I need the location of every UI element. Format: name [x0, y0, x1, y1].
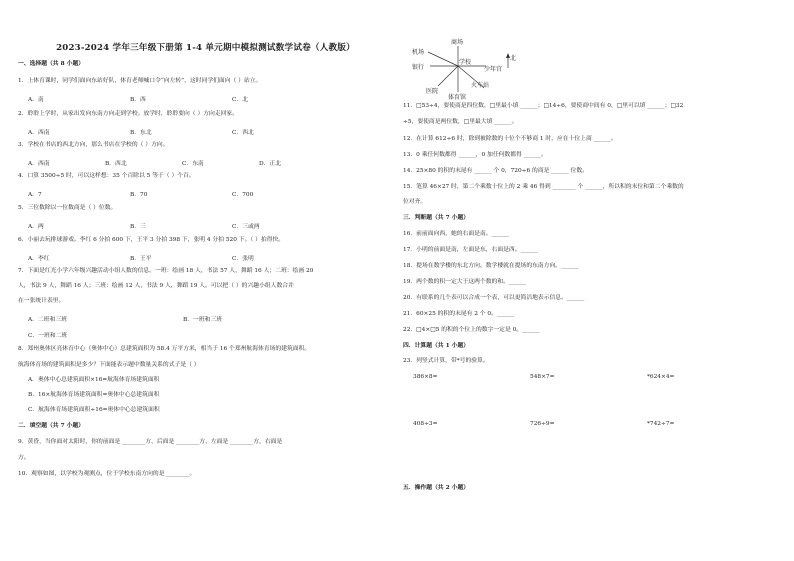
option: A．两: [28, 224, 44, 230]
label-train-station: 火车站: [471, 82, 490, 89]
calc-item: 408÷3=: [413, 421, 438, 427]
option: A．西南: [28, 161, 50, 167]
calc-item: *624×4=: [647, 374, 675, 380]
question-5: 5．三位数除以一位数商是（ ）位数。: [18, 205, 117, 211]
option: A．7: [28, 192, 42, 198]
section-calc: 四．计算题（共 1 小题）: [403, 343, 470, 349]
question-8-line1: 8．郑州奥体区亮体育中心（奥体中心）总建筑面积为 58.4 万平方米，相当于 16 个郑州航海体育场的建筑面积。: [18, 346, 311, 352]
calc-row-2: [413, 421, 674, 427]
option: B．王平: [130, 256, 152, 262]
q3-options: [28, 158, 281, 167]
question-1: 1．上体育课时，同学们面向东站好队，体育老师喊口令“向左转”，这时同学们面向（ ）站立。: [18, 78, 262, 84]
q8-option-c: C．航海体育场建筑面积÷16=奥体中心总建筑面积: [28, 407, 160, 413]
q7-options: [28, 314, 222, 323]
q1-options: [28, 94, 248, 103]
label-stadium: 体育馆: [448, 94, 467, 101]
label-school: 学校: [459, 59, 472, 66]
label-youth-palace: 少年宫: [484, 66, 503, 73]
label-bank: 银行: [412, 64, 425, 71]
question-9-line2: 方。: [18, 455, 30, 461]
question-23: 23．列竖式计算，带*号的验算。: [403, 358, 489, 364]
question-12: 12．在计算 612÷6 时，除到被除数的十位个不够商 1 时，应在十位上商 ______。: [403, 136, 617, 142]
option: B．一班和三班: [183, 317, 223, 323]
direction-diagram: [406, 36, 526, 101]
option: C．西北: [232, 130, 254, 136]
question-11-line2: ÷5，要使商是两位数，□里最大填 ______。: [403, 119, 518, 125]
q8-option-a: A．奥体中心总建筑面积×16=航海体育场建筑面积: [28, 377, 160, 383]
calc-row-1: [413, 374, 674, 380]
question-6: 6．小丽去玩排球游戏。李红 6 分拍 600 下，王平 3 分拍 398 下，张明 4 分拍 520 下。（ ）拍得快。: [18, 237, 285, 243]
question-20: 20．有联系的几个表可以合成一个表，可以更简洁地表示信息。______: [403, 295, 585, 301]
question-17: 17．小明的前面是南，左面是东，右面是西。______: [403, 247, 538, 253]
option: B．西: [130, 97, 146, 103]
option: C．张明: [232, 256, 254, 262]
question-2: 2．聆聆上学时，从家出发向东南方向走到学校。放学时，聆聆要向（ ）方向走回家。: [18, 111, 239, 117]
option: C．北: [232, 97, 249, 103]
option: A．二班和三班: [28, 317, 67, 323]
line-sw: [438, 66, 458, 86]
section-choice: 一、选择题（共 8 小题）: [18, 61, 85, 67]
option: A．南: [28, 97, 44, 103]
question-3: 3．学校在书店的西北方向，那么书店在学校的（ ）方向。: [18, 142, 169, 148]
q6-options: [28, 253, 254, 262]
q7-options-2: [28, 330, 67, 339]
question-16: 16．前前面向西，她的右面是南。______: [403, 231, 509, 237]
question-7-line1: 7．下面是红光小学六年级兴趣活动小组人数的信息。一班：绘画 18 人，书法 57 人，舞蹈 16 人；二班：绘画 20: [18, 268, 314, 274]
label-hospital: 医院: [426, 88, 439, 95]
question-4: 4．口算 3500÷5 时，可以这样想：35 个百除以 5 等于（ ）个百。: [18, 173, 195, 179]
question-11-line1: 11．□53÷4，要使商是四位数，□里最小填 ______；□14÷6，要使商中间有 0，□里可以填 ______；□32: [403, 103, 684, 109]
option: B．东北: [130, 130, 152, 136]
q5-options: [28, 221, 260, 230]
calc-item: 548×7=: [530, 374, 555, 380]
option: B．三: [130, 224, 146, 230]
calc-item: 726÷9=: [530, 421, 555, 427]
question-13: 13．0 乘任何数都得 ______，0 加任何数都得 ______。: [403, 152, 547, 158]
option: A．李红: [28, 256, 50, 262]
option: A．西南: [28, 130, 50, 136]
option: C．东南: [182, 161, 204, 167]
question-19: 19．两个数的积一定大于这两个数的和。______: [403, 279, 527, 285]
label-airport: 机场: [412, 49, 425, 56]
q2-options: [28, 127, 254, 136]
label-mall: 商场: [451, 39, 464, 46]
section-judge: 三．判断题（共 7 小题）: [403, 215, 470, 221]
section-operation: 五．操作题（共 2 小题）: [403, 485, 470, 491]
q4-options: [28, 189, 253, 198]
question-7-line2: 人，书法 9 人，舞蹈 16 人；三班：绘画 12 人，书法 9 人，舞蹈 19 人。可以把（ ）的兴趣小组人数合并: [18, 283, 294, 289]
option: D．正北: [259, 161, 282, 167]
question-22: 22．□4×□5 的积的个位上的数字一定是 0。______: [403, 327, 540, 333]
question-21: 21．60×25 的积的末尾有 2 个 0。______: [403, 311, 515, 317]
question-15-line2: 位对齐。: [403, 199, 427, 205]
calc-item: 386×8=: [413, 374, 438, 380]
exam-title: 2023-2024 学年三年级下册第 1-4 单元期中模拟测试数学试卷（人教版）: [56, 43, 355, 53]
question-8-line2: 航海体育场的建筑面积是多少？下面能表示题中数量关系的式子是（ ）: [18, 362, 200, 368]
question-15-line1: 15．笔算 46×27 时，第二个乘数十位上的 2 乘 46 得到 ________ 个 ______，所以积的末位和第二个乘数的: [403, 184, 684, 190]
question-14: 14．25×80 的积的末尾有 ______ 个 0，720÷6 的商是 ______ 位数。: [403, 168, 588, 174]
question-9-line1: 9．黄昏，当你面对太阳时，你的前面是 ________方，后面是 ________方，左面是 ________方，右面是: [18, 439, 283, 445]
option: C．700: [232, 192, 254, 198]
label-north: 北: [510, 55, 517, 62]
question-10: 10．观察如图，以学校为观测点，位于学校东南方向的是 ________。: [18, 471, 196, 477]
section-fill: 二．填空题（共 7 小题）: [18, 423, 85, 429]
question-7-line3: 在一张统计表里。: [18, 298, 65, 304]
option: B．西北: [105, 161, 127, 167]
calc-item: *742÷7=: [647, 421, 675, 427]
option: B．70: [130, 192, 148, 198]
option: C．三或两: [232, 224, 260, 230]
line-nw: [428, 52, 458, 66]
option: C．一班和二班: [28, 333, 68, 339]
question-18: 18．提场在数学楼的东北方向，数学楼就在提场的东南方向。______: [403, 263, 579, 269]
q8-option-b: B．16×航海体育场建筑面积=奥体中心总建筑面积: [28, 392, 160, 398]
